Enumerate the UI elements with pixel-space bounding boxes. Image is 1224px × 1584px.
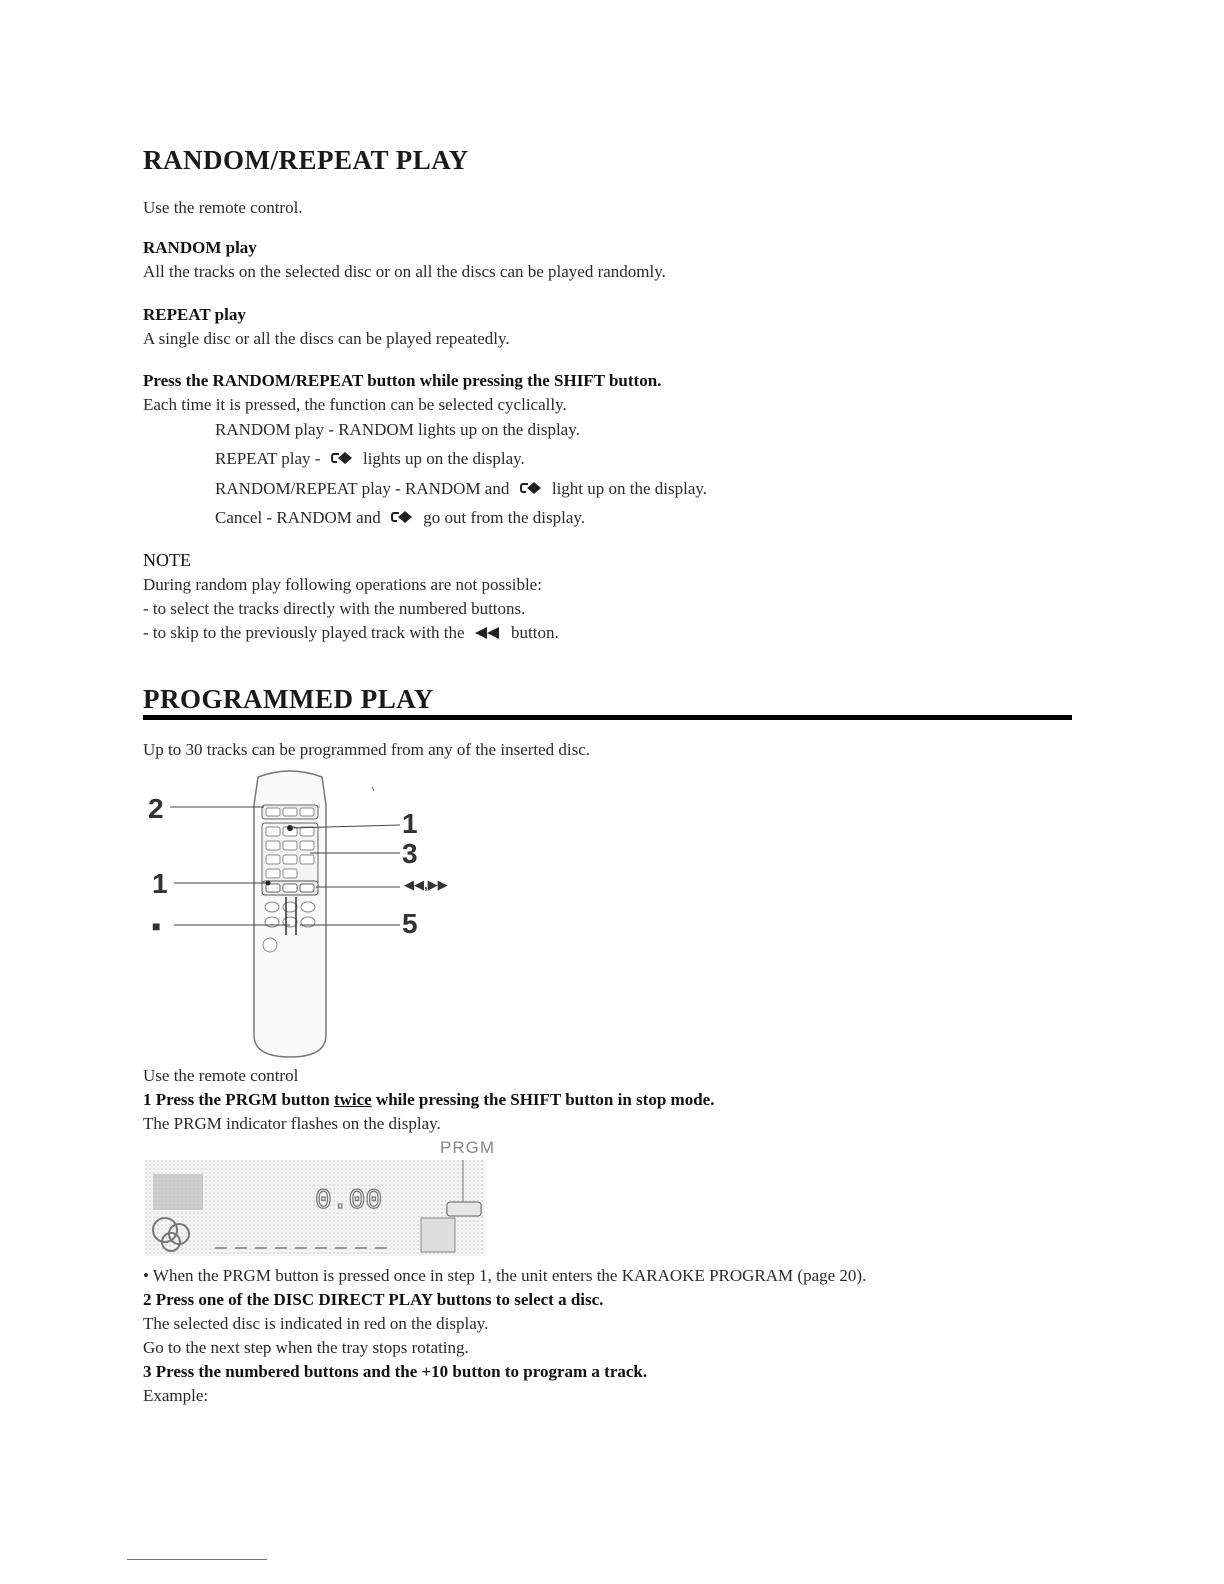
stop-icon: ■ [152, 918, 161, 934]
random-text: All the tracks on the selected disc or on all the discs can be played randomly. [143, 262, 666, 281]
note-item-1: - to select the tracks directly with the numbered buttons. [143, 599, 526, 618]
section-title-random-repeat: RANDOM/REPEAT PLAY [143, 145, 469, 175]
repeat-heading: REPEAT play [143, 305, 246, 324]
mode-repeat-pre: REPEAT play - [215, 449, 321, 468]
rewind-icon [475, 624, 501, 644]
mode-random-repeat-pre: RANDOM/REPEAT play - RANDOM and [215, 479, 510, 498]
section-title-programmed: PROGRAMMED PLAY [143, 684, 434, 714]
display-panel-figure [145, 1160, 485, 1256]
mode-random: RANDOM play - RANDOM lights up on the display. [215, 420, 580, 439]
callout-1-right: 1 [402, 808, 418, 839]
callout-2: 2 [148, 793, 164, 824]
callout-1-left: 1 [152, 868, 168, 899]
mode-repeat [215, 449, 525, 470]
step-1-post: while pressing the SHIFT button in stop mode. [375, 1090, 715, 1109]
use-remote-text: Use the remote control [143, 1066, 299, 1085]
repeat-icon [391, 509, 413, 529]
programmed-intro: Up to 30 tracks can be programmed from any of the inserted disc. [143, 740, 591, 759]
step-2-desc-2: Go to the next step when the tray stops rotating. [143, 1338, 469, 1357]
bullet-note: • When the PRGM button is pressed once in step 1, the unit enters the KARAOKE PROGRAM (page 20). [143, 1266, 867, 1285]
step-1-pre: 1 Press the PRGM button [143, 1090, 330, 1109]
note-intro: During random play following operations are not possible: [143, 575, 542, 594]
prgm-indicator-label: PRGM [440, 1138, 495, 1157]
section-divider [143, 715, 1072, 720]
step-1-twice: twice [333, 1090, 372, 1109]
remote-control-figure [140, 765, 480, 1065]
note-item-2 [143, 623, 559, 644]
mode-cancel-post: go out from the display. [423, 508, 586, 527]
repeat-icon [331, 450, 353, 470]
example-label: Example: [143, 1386, 209, 1405]
callout-5: 5 [402, 908, 418, 939]
cycle-text: Each time it is pressed, the function can be selected cyclically. [143, 395, 567, 414]
note-heading: NOTE [143, 550, 191, 570]
repeat-icon [520, 480, 542, 500]
note-item-2-post: button. [511, 623, 559, 642]
mode-random-repeat-post: light up on the display. [551, 479, 708, 498]
intro-text: Use the remote control. [143, 198, 303, 217]
note-item-2-pre: - to skip to the previously played track with the [143, 623, 465, 642]
instruction-text: Press the RANDOM/REPEAT button while pressing the SHIFT button. [143, 371, 662, 390]
mode-random-repeat [215, 479, 707, 500]
step-3: 3 Press the numbered buttons and the +10 button to program a track. [143, 1362, 648, 1381]
step-1 [143, 1090, 714, 1110]
repeat-text: A single disc or all the discs can be played repeatedly. [143, 329, 510, 348]
step-2-desc-1: The selected disc is indicated in red on the display. [143, 1314, 489, 1333]
step-2: 2 Press one of the DISC DIRECT PLAY buttons to select a disc. [143, 1290, 604, 1309]
mode-cancel [215, 508, 585, 529]
footer-line [127, 1559, 267, 1560]
display-readout: 0.00 [315, 1186, 383, 1217]
step-1-desc: The PRGM indicator flashes on the display. [143, 1114, 441, 1133]
callout-3: 3 [402, 838, 418, 869]
mode-cancel-pre: Cancel - RANDOM and [215, 508, 381, 527]
random-heading: RANDOM play [143, 238, 257, 257]
mode-repeat-post: lights up on the display. [362, 449, 525, 468]
callout-skip: ◀◀,▶▶ [404, 877, 448, 892]
